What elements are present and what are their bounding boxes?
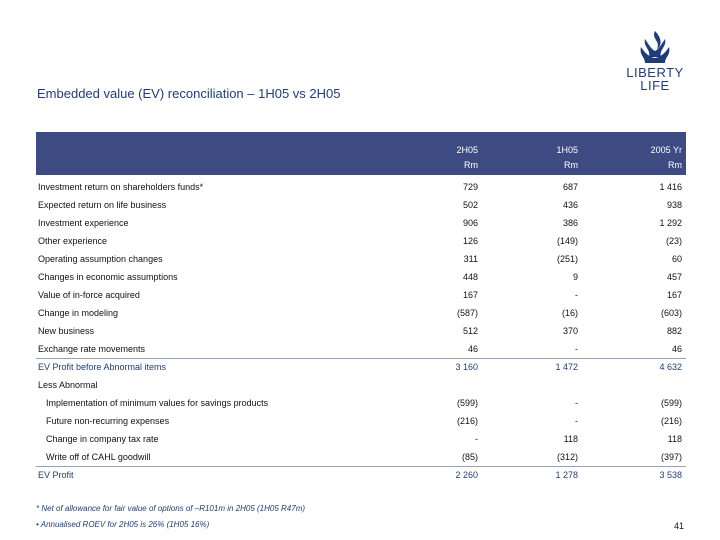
row-value: 1 292	[659, 218, 682, 228]
row-value: -	[575, 398, 578, 408]
row-value: 938	[666, 200, 682, 210]
row-value: (603)	[660, 308, 682, 318]
row-label: Change in modeling	[38, 308, 119, 318]
table-row	[0, 214, 720, 232]
table-row	[0, 232, 720, 250]
page-title: Embedded value (EV) reconciliation – 1H05 vs 2H05	[37, 86, 341, 101]
row-label: Change in company tax rate	[46, 434, 159, 444]
row-value: 126	[462, 236, 478, 246]
row-value: 1 416	[659, 182, 682, 192]
row-label: New business	[38, 326, 95, 336]
row-value: 167	[462, 290, 478, 300]
row-value: 502	[462, 200, 478, 210]
table-row	[0, 430, 720, 448]
row-value: 46	[467, 344, 478, 354]
column-header-line1: 2005 Yr	[650, 145, 682, 155]
logo-line2: LIFE	[640, 78, 670, 93]
row-value: 3 160	[455, 362, 478, 372]
row-value: (587)	[456, 308, 478, 318]
table-row	[0, 178, 720, 196]
row-label: Changes in economic assumptions	[38, 272, 178, 282]
table-row	[0, 412, 720, 430]
table-row	[0, 376, 720, 394]
row-label: Other experience	[38, 236, 108, 246]
row-value: 46	[671, 344, 682, 354]
row-label: EV Profit	[38, 470, 74, 480]
table-row	[0, 286, 720, 304]
row-value: 457	[666, 272, 682, 282]
row-value: 370	[562, 326, 578, 336]
row-value: 1 278	[555, 470, 578, 480]
row-value: -	[575, 290, 578, 300]
row-label: Implementation of minimum values for savings products	[46, 398, 269, 408]
footnote-roev: • Annualised ROEV for 2H05 is 26% (1H05 16%)	[36, 520, 210, 529]
row-value: 1 472	[555, 362, 578, 372]
row-value: 448	[462, 272, 478, 282]
row-value: 687	[562, 182, 578, 192]
row-value: (23)	[665, 236, 682, 246]
subtotal-rule	[36, 466, 686, 467]
row-value: 9	[572, 272, 578, 282]
row-value: -	[475, 434, 478, 444]
column-header-line2: Rm	[564, 160, 578, 170]
row-value: 2 260	[455, 470, 478, 480]
row-label: EV Profit before Abnormal items	[38, 362, 167, 372]
row-value: 118	[563, 434, 578, 444]
footnote-options: * Net of allowance for fair value of options of –R101m in 2H05 (1H05 R47m)	[36, 504, 306, 513]
table-row	[0, 196, 720, 214]
row-value: -	[575, 344, 578, 354]
row-value: (251)	[556, 254, 578, 264]
row-label: Less Abnormal	[38, 380, 98, 390]
table-row	[0, 448, 720, 466]
row-value: 118	[667, 434, 682, 444]
table-row	[0, 250, 720, 268]
column-header-2005yr	[582, 143, 682, 173]
row-label: Investment return on shareholders funds*	[38, 182, 204, 192]
table-row	[0, 268, 720, 286]
row-value: 3 538	[659, 470, 682, 480]
column-header-line1: 1H05	[556, 145, 578, 155]
page-number: 41	[673, 521, 684, 531]
row-label: Expected return on life business	[38, 200, 167, 210]
row-label: Investment experience	[38, 218, 129, 228]
column-header-line2: Rm	[464, 160, 478, 170]
table-row	[0, 340, 720, 358]
column-header-1h05	[478, 143, 578, 173]
row-value: (85)	[461, 452, 478, 462]
row-value: 729	[462, 182, 478, 192]
row-label: Write off of CAHL goodwill	[46, 452, 151, 462]
row-label: Future non-recurring expenses	[46, 416, 170, 426]
table-row	[0, 358, 720, 376]
row-value: (149)	[556, 236, 578, 246]
table-row	[0, 304, 720, 322]
table-row	[0, 322, 720, 340]
column-header-line1: 2H05	[456, 145, 478, 155]
row-value: 512	[462, 326, 478, 336]
row-value: (397)	[660, 452, 682, 462]
column-header-2h05	[378, 143, 478, 173]
row-value: 882	[666, 326, 682, 336]
row-value: 167	[666, 290, 682, 300]
row-value: (16)	[561, 308, 578, 318]
row-value: (599)	[456, 398, 478, 408]
row-value: (312)	[556, 452, 578, 462]
row-value: -	[575, 416, 578, 426]
row-label: Exchange rate movements	[38, 344, 146, 354]
row-label: Value of in-force acquired	[38, 290, 140, 300]
row-value: (599)	[660, 398, 682, 408]
row-value: 4 632	[659, 362, 682, 372]
row-value: 386	[562, 218, 578, 228]
column-header-line2: Rm	[668, 160, 682, 170]
row-value: 906	[462, 218, 478, 228]
subtotal-rule	[36, 358, 686, 359]
table-row	[0, 394, 720, 412]
row-value: 436	[562, 200, 578, 210]
row-label: Operating assumption changes	[38, 254, 163, 264]
table-row	[0, 466, 720, 484]
logo-line1: LIBERTY	[626, 65, 684, 80]
reconciliation-table	[0, 178, 720, 484]
logo-wordmark	[615, 66, 695, 92]
row-value: 60	[671, 254, 682, 264]
row-value: (216)	[456, 416, 478, 426]
row-value: (216)	[660, 416, 682, 426]
row-value: 311	[463, 254, 478, 264]
